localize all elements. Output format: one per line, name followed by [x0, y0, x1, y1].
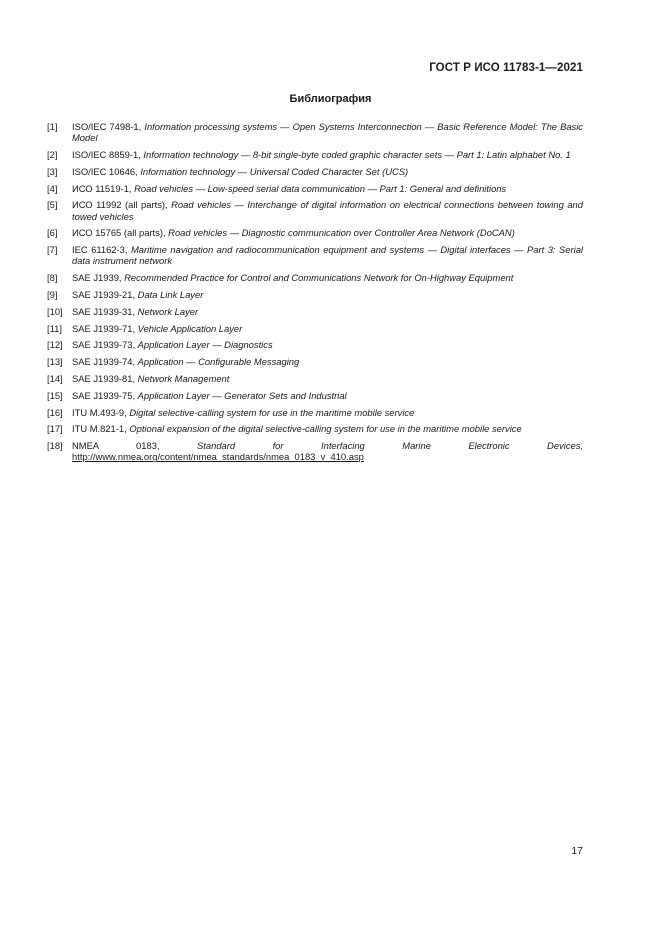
reference-item: [47, 199, 583, 221]
reference-number: [12]: [47, 339, 63, 351]
reference-number: [15]: [47, 389, 63, 401]
reference-item: [47, 339, 583, 350]
reference-number: [7]: [47, 244, 58, 256]
reference-text: [72, 227, 583, 238]
reference-item: [47, 183, 583, 194]
reference-number: [16]: [47, 406, 63, 418]
reference-text: [72, 423, 583, 434]
reference-text: [72, 149, 583, 160]
reference-number: [9]: [47, 288, 58, 300]
reference-title: Network Management: [137, 372, 230, 384]
reference-title: Maritime navigation and radiocommunication equipment and systems — Digital interfaces — Part 3: Serial data instrument network: [72, 244, 584, 267]
reference-title: Information processing systems — Open Systems Interconnection — Basic Reference Model: The Basic Model: [72, 121, 583, 144]
reference-text: [72, 289, 583, 300]
reference-code: SAE J1939-74,: [72, 356, 136, 368]
reference-item: [47, 121, 583, 143]
reference-code: SAE J1939-31,: [72, 305, 136, 317]
reference-title: Network Layer: [137, 305, 199, 317]
reference-number: [11]: [47, 322, 62, 334]
reference-title: Optional expansion of the digital selective-calling system for use in the maritime mobile service: [129, 423, 522, 435]
reference-text: [72, 373, 583, 384]
reference-item: [47, 289, 583, 300]
reference-text: [72, 244, 583, 266]
reference-item: [47, 390, 583, 401]
reference-number: [5]: [47, 199, 58, 211]
reference-text: [72, 407, 583, 418]
page-number: 17: [571, 845, 583, 857]
reference-item: [47, 244, 583, 266]
reference-title: Data Link Layer: [137, 288, 204, 300]
reference-code: SAE J1939-75,: [72, 389, 136, 401]
reference-code: SAE J1939,: [72, 272, 122, 284]
reference-text: [72, 323, 583, 334]
reference-number: [4]: [47, 182, 58, 194]
reference-number: [10]: [47, 305, 63, 317]
reference-code: ИСО 15765 (all parts),: [72, 227, 166, 239]
reference-title: Vehicle Application Layer: [137, 322, 243, 334]
reference-code: IEC 61162-3,: [72, 244, 128, 256]
reference-number: [13]: [47, 356, 63, 368]
reference-text: [72, 199, 583, 221]
reference-text: [72, 390, 583, 401]
reference-item: [47, 373, 583, 384]
reference-item: [47, 356, 583, 367]
reference-code: ISO/IEC 7498-1,: [72, 121, 142, 132]
reference-code: ITU M.821-1,: [72, 423, 127, 435]
reference-title: Road vehicles — Interchange of digital information on electrical connections between towing and towed vehicles: [72, 199, 583, 222]
reference-text: [72, 339, 583, 350]
reference-title: Road vehicles — Diagnostic communication over Controller Area Network (DoCAN): [168, 227, 515, 239]
reference-item: [47, 272, 583, 283]
reference-number: [1]: [47, 121, 58, 132]
reference-title: Recommended Practice for Control and Communications Network for On-Highway Equipment: [124, 272, 514, 284]
reference-title: Standard for Interfacing Marine Electronic Devices,: [197, 440, 584, 452]
reference-link[interactable]: http://www.nmea.org/content/nmea_standards/nmea_0183_v_410.asp: [72, 451, 364, 463]
reference-text: [72, 121, 583, 143]
reference-number: [14]: [47, 372, 63, 384]
reference-title: Application Layer — Generator Sets and Industrial: [137, 389, 347, 401]
reference-code: NMEA 0183,: [72, 440, 160, 452]
reference-item: [47, 440, 583, 462]
reference-text: [72, 272, 583, 283]
reference-text: [72, 440, 583, 462]
reference-number: [3]: [47, 165, 58, 177]
reference-item: [47, 227, 583, 238]
reference-number: [17]: [47, 423, 63, 435]
reference-item: [47, 149, 583, 160]
reference-code: ИСО 11992 (all parts),: [72, 199, 168, 211]
reference-title: Road vehicles — Low-speed serial data communication — Part 1: General and definitions: [134, 182, 507, 194]
reference-item: [47, 407, 583, 418]
reference-title: Application — Configurable Messaging: [137, 356, 300, 368]
reference-number: [8]: [47, 272, 58, 284]
reference-code: SAE J1939-81,: [72, 372, 136, 384]
reference-list: [47, 121, 583, 468]
reference-item: [47, 323, 583, 334]
reference-code: SAE J1939-21,: [72, 288, 136, 300]
reference-text: [72, 356, 583, 367]
reference-number: [18]: [47, 440, 63, 452]
reference-title: Information technology — Universal Coded Character Set (UCS): [140, 165, 409, 177]
document-header: ГОСТ Р ИСО 11783-1—2021: [429, 62, 583, 74]
reference-title: Digital selective-calling system for use in the maritime mobile service: [129, 406, 415, 418]
reference-text: [72, 166, 583, 177]
reference-item: [47, 166, 583, 177]
bibliography-title: Библиография: [289, 93, 372, 105]
reference-text: [72, 183, 583, 194]
reference-code: ИСО 11519-1,: [72, 182, 132, 194]
reference-number: [2]: [47, 149, 58, 160]
reference-code: SAE J1939-73,: [72, 339, 136, 351]
reference-item: [47, 306, 583, 317]
reference-code: SAE J1939-71,: [72, 322, 136, 334]
reference-item: [47, 423, 583, 434]
reference-title: Application Layer — Diagnostics: [137, 339, 273, 351]
reference-number: [6]: [47, 227, 58, 239]
reference-code: ISO/IEC 10646,: [72, 165, 138, 177]
reference-code: ISO/IEC 8859-1,: [72, 149, 141, 160]
reference-code: ITU M.493-9,: [72, 406, 127, 418]
reference-title: Information technology — 8-bit single-byte coded graphic character sets — Part 1: Latin alphabet No. 1: [143, 149, 571, 160]
reference-text: [72, 306, 583, 317]
